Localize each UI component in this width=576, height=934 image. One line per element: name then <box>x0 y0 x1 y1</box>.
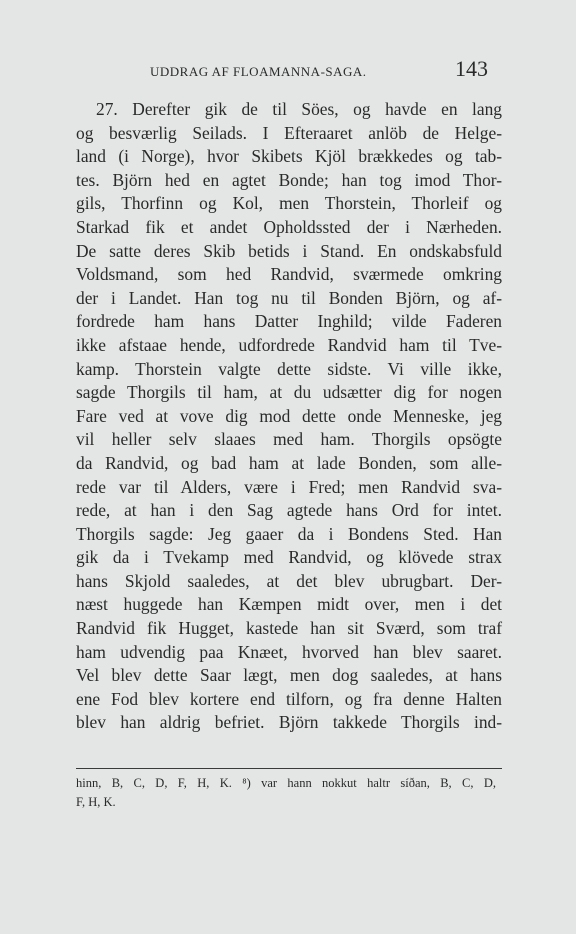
text-line: tes. Björn hed en agtet Bonde; han tog imod Thor- <box>76 169 502 190</box>
text-line: vil heller selv slaaes med ham. Thorgils opsögte <box>76 429 502 450</box>
text-line: gik da i Tvekamp med Randvid, og klövede strax <box>76 547 502 568</box>
text-line: 27. Derefter gik de til Söes, og havde en lang <box>96 99 502 119</box>
text-line: da Randvid, og bad ham at lade Bonden, som alle- <box>76 452 502 473</box>
text-line: sagde Thorgils til ham, at du udsætter dig for nogen <box>76 382 502 403</box>
text-line: De satte deres Skib betids i Stand. En ondskabsfuld <box>76 240 502 261</box>
text-line: der i Landet. Han tog nu til Bonden Björn, og af- <box>76 287 502 308</box>
text-line: Voldsmand, som hed Randvid, sværmede omkring <box>76 264 502 285</box>
text-line: og besværlig Seilads. I Efteraaret anlöb de Helge- <box>76 122 502 143</box>
text-line: ene Fod blev kortere end tilforn, og fra denne Halten <box>76 688 502 709</box>
text-line: fordrede ham hans Datter Inghild; vilde Faderen <box>76 311 502 332</box>
text-line: blev han aldrig befriet. Björn takkede Thorgils ind- <box>76 712 502 733</box>
text-line: rede var til Alders, være i Fred; men Randvid sva- <box>76 476 502 497</box>
text-line: kamp. Thorstein valgte dette sidste. Vi ville ikke, <box>76 358 502 379</box>
running-title: UDDRAG AF FLOAMANNA-SAGA. <box>150 64 367 79</box>
text-line: Fare ved at vove dig mod dette onde Menneske, jeg <box>76 405 502 426</box>
footnote-line: F, H, K. <box>76 795 116 809</box>
text-line: land (i Norge), hvor Skibets Kjöl brækkedes og tab- <box>76 146 502 167</box>
page-header <box>150 56 488 86</box>
text-line: ikke afstaae hende, udfordrede Randvid ham til Tve- <box>76 334 502 355</box>
text-line: gils, Thorfinn og Kol, men Thorstein, Thorleif og <box>76 193 502 214</box>
text-line: Vel blev dette Saar lægt, men dog saaledes, at hans <box>76 665 502 686</box>
footnote-line: hinn, B, C, D, F, H, K. ⁸) var hann nokkut haltr síðan, B, C, D, <box>76 776 496 790</box>
body-text <box>76 98 502 735</box>
text-line: Starkad fik et andet Opholdssted der i Nærheden. <box>76 216 502 237</box>
text-line: rede, at han i den Sag agtede hans Ord for intet. <box>76 500 502 521</box>
page-number: 143 <box>455 56 488 81</box>
text-line: Thorgils sagde: Jeg gaaer da i Bondens Sted. Han <box>76 523 502 544</box>
text-line: Randvid fik Hugget, kastede han sit Sværd, som traf <box>76 618 502 639</box>
text-line: næst huggede han Kæmpen midt over, men i det <box>76 594 502 615</box>
footnote-rule <box>76 768 502 769</box>
text-line: ham udvendig paa Knæet, hvorved han blev saaret. <box>76 641 502 662</box>
footnote <box>76 774 496 812</box>
text-line: hans Skjold saaledes, at det blev ubrugbart. Der- <box>76 570 502 591</box>
